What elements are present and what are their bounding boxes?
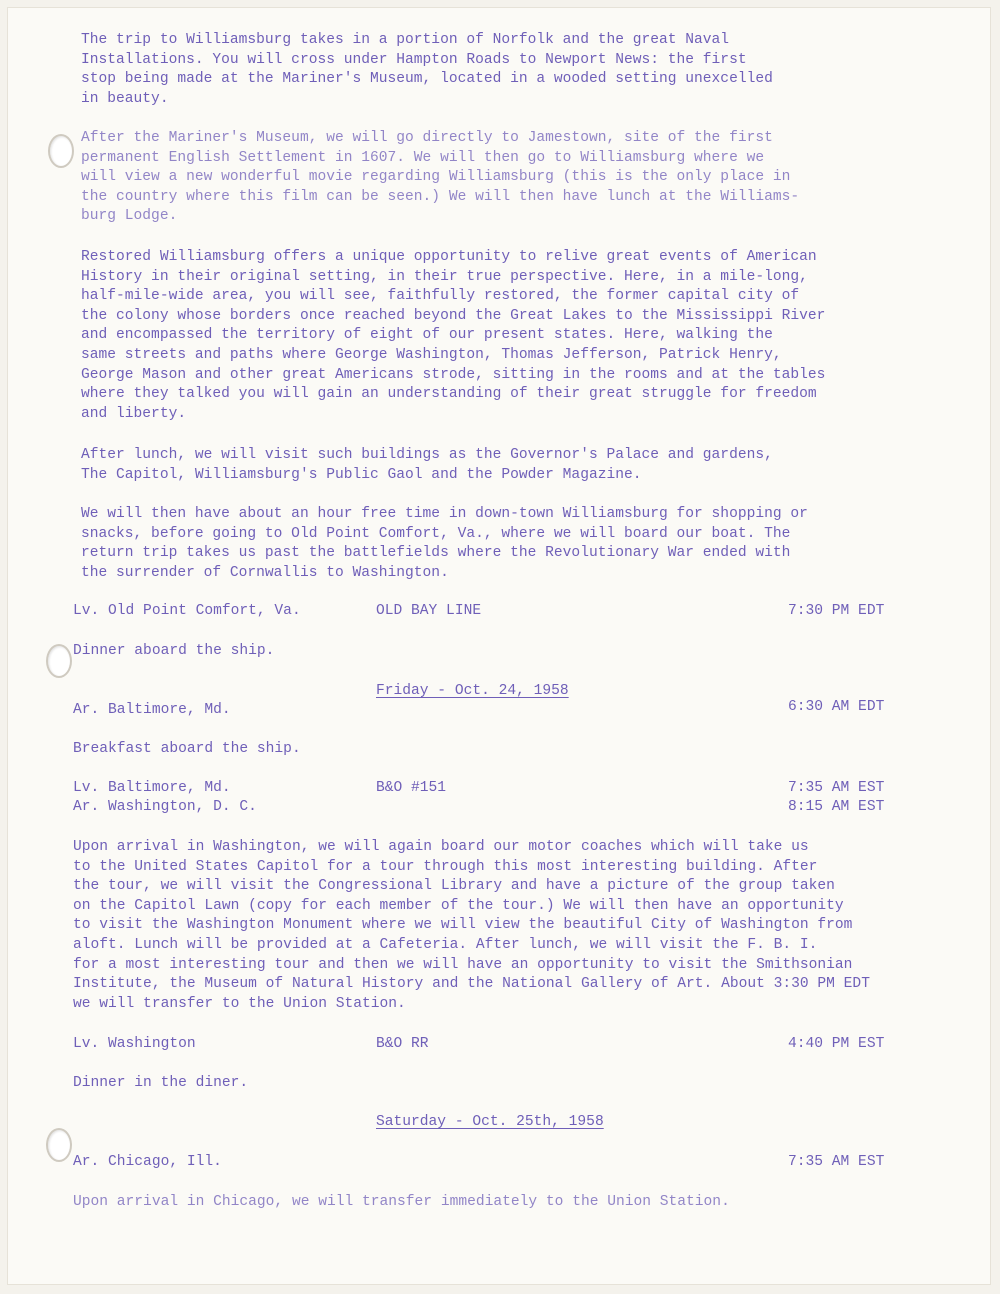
lv-washington-place: Lv. Washington [73, 1036, 196, 1052]
ar-washington-place: Ar. Washington, D. C. [73, 799, 257, 815]
dinner-in-diner: Dinner in the diner. [73, 1075, 249, 1091]
breakfast-aboard-ship: Breakfast aboard the ship. [73, 741, 301, 757]
ar-chicago-time: 7:35 AM EST [788, 1154, 885, 1170]
williamsburg-intro-paragraph: The trip to Williamsburg takes in a portion of Norfolk and the great Naval Installations. You will cross under Hampton Roads to Newport News: the first stop being made at the Mariner's Museum, located in a wooded setting unexcelled in beauty. [81, 32, 773, 107]
binder-hole-bottom [46, 1128, 72, 1162]
lv-old-point-time: 7:30 PM EDT [788, 603, 885, 619]
typed-page [8, 8, 990, 1284]
restored-williamsburg-paragraph: Restored Williamsburg offers a unique opportunity to relive great events of American History in their original setting, in their true perspective. Here, in a mile-long, half-mile-wide area, you will see, faithfully restored, the former capital city of the colony whose borders once reached beyond the Great Lakes to the Mississippi River and encompassed the territory of eight of our present states. Here, walking the same streets and paths where George Washington, Thomas Jefferson, Patrick Henry, George Mason and other great Americans strode, sitting in the rooms and at the tables where they talked you will gain an understanding of their great struggle for freedom and liberty. [81, 249, 826, 422]
ar-chicago-place: Ar. Chicago, Ill. [73, 1154, 222, 1170]
free-time-paragraph: We will then have about an hour free time in down-town Williamsburg for shopping or snacks, before going to Old Point Comfort, Va., where we will board our boat. The return trip takes us past the battlefields where the Revolutionary War ended with the surrender of Cornwallis to Washington. [81, 506, 808, 581]
binder-hole-middle [46, 644, 72, 678]
dinner-aboard-ship: Dinner aboard the ship. [73, 643, 275, 659]
binder-hole-top [48, 134, 74, 168]
washington-tour-paragraph: Upon arrival in Washington, we will again board our motor coaches which will take us to the United States Capitol for a tour through this most interesting building. After the tour, we will visit the Congressional Library and have a picture of the group taken on the Capitol Lawn (copy for each member of the tour.) We will then have an opportunity to visit the Washington Monument where we will view the beautiful City of Washington from aloft. Lunch will be provided at a Cafeteria. After lunch, we will visit the F. B. I. for a most interesting tour and then we will have an opportunity to visit the Smithsonian Institute, the Museum of Natural History and the National Gallery of Art. About 3:30 PM EDT we will transfer to the Union Station. [73, 839, 870, 1012]
lv-old-point-place: Lv. Old Point Comfort, Va. [73, 603, 301, 619]
lv-washington-time: 4:40 PM EST [788, 1036, 885, 1052]
chicago-arrival-paragraph: Upon arrival in Chicago, we will transfer immediately to the Union Station. [73, 1194, 730, 1210]
jamestown-paragraph: After the Mariner's Museum, we will go directly to Jamestown, site of the first permanent English Settlement in 1607. We will then go to Williamsburg where we will view a new wonderful movie regarding Williamsburg (this is the only place in the country where this film can be seen.) We will then have lunch at the Williams- burg Lodge. [81, 130, 800, 225]
lv-old-point-carrier: OLD BAY LINE [376, 603, 482, 619]
ar-baltimore-place: Ar. Baltimore, Md. [73, 702, 231, 718]
after-lunch-paragraph: After lunch, we will visit such buildings as the Governor's Palace and gardens, The Capitol, Williamsburg's Public Gaol and the Powder Magazine. [81, 447, 773, 483]
friday-date-heading: Friday - Oct. 24, 1958 [376, 683, 569, 699]
lv-washington-carrier: B&O RR [376, 1036, 429, 1052]
ar-baltimore-time: 6:30 AM EDT [788, 699, 885, 715]
lv-baltimore-place: Lv. Baltimore, Md. [73, 780, 231, 796]
saturday-date-heading: Saturday - Oct. 25th, 1958 [376, 1114, 604, 1130]
lv-baltimore-time: 7:35 AM EST [788, 780, 885, 796]
lv-baltimore-carrier: B&O #151 [376, 780, 447, 796]
ar-washington-time: 8:15 AM EST [788, 799, 885, 815]
